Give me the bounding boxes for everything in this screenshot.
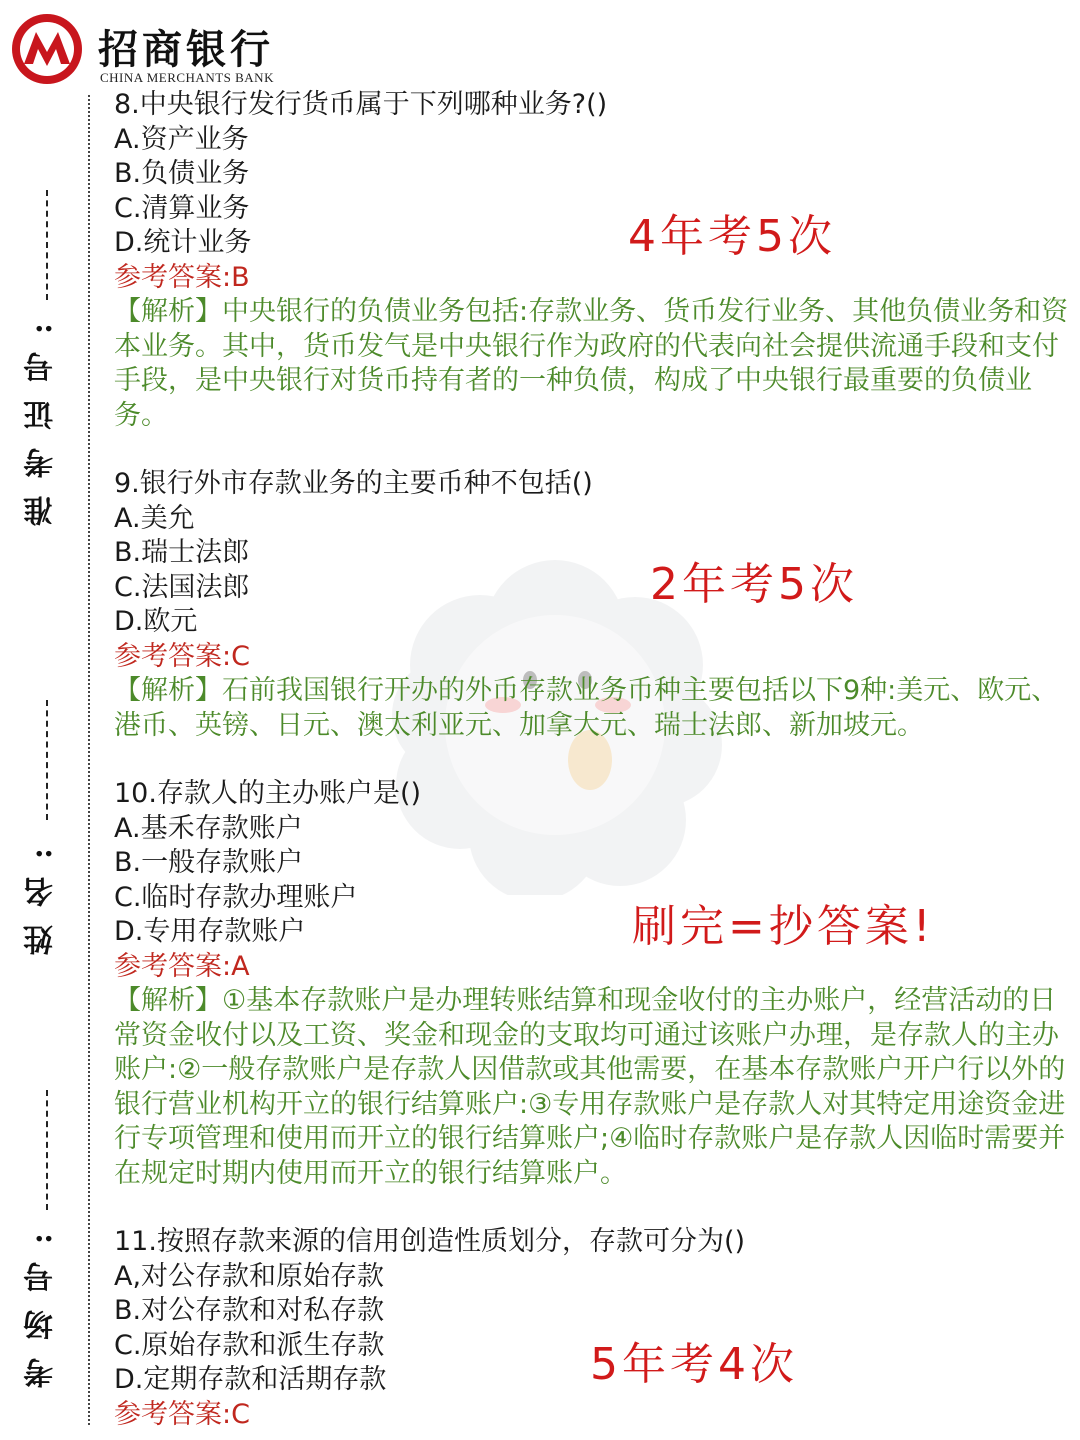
brand-name-cn: 招商银行 <box>98 26 274 73</box>
analysis-text: 【解析】中央银行的负债业务包括:存款业务、货币发行业务、其他负债业务和资本业务。其中，货币发气是中央银行作为政府的代表向社会提供流通手段和支付手段，是中央银行对货币持有者的一种负债，构成了中央银行最重要的负债业务。 <box>114 296 1069 431</box>
question-10 <box>114 777 1074 1191</box>
option-b: B.瑞士法郎 <box>114 537 250 568</box>
reference-answer: 参考答案:B <box>114 261 250 293</box>
exam-room-label: 考场号: <box>24 1215 59 1389</box>
exam-id-label: 准考证号: <box>24 305 59 527</box>
option-b: B.对公存款和对私存款 <box>114 1295 385 1326</box>
question-title: 9.银行外市存款业务的主要币种不包括() <box>114 468 593 499</box>
analysis-text: 【解析】①基本存款账户是办理转账结算和现金收付的主办账户，经营活动的日常资金收付以及工资、奖金和现金的支取均可通过该账户办理，是存款人的主办账户:②一般存款账户是存款人因借款或其他需要，在基本存款账户开户行以外的银行营业机构开立的银行结算账户:③专用存款账户是存款人对其特定用途资金进行专项管理和使用而开立的银行结算账户;④临时存款账户是存款人因临时需要并在规定时期内使用而开立的银行结算账户。 <box>114 985 1066 1189</box>
dotted-margin-line <box>88 95 90 1425</box>
frequency-note: 4年考5次 <box>628 211 836 262</box>
margin-dash <box>46 1090 48 1210</box>
question-title: 11.按照存款来源的信用创造性质划分，存款可分为() <box>114 1226 746 1257</box>
option-d: D.欧元 <box>114 606 198 637</box>
option-a: A.美允 <box>114 502 195 534</box>
analysis-text: 【解析】石前我国银行开办的外币存款业务币种主要包括以下9种:美元、欧元、港币、英镑、日元、澳太利亚元、加拿大元、瑞士法郎、新加坡元。 <box>114 675 1059 741</box>
brand-name-en: CHINA MERCHANTS BANK <box>100 70 274 85</box>
option-a: A.基禾存款账户 <box>114 812 303 844</box>
question-title: 10.存款人的主办账户是() <box>114 778 422 809</box>
option-c: C.临时存款办理账户 <box>114 881 358 913</box>
option-d: D.定期存款和活期存款 <box>114 1364 387 1395</box>
option-a: A,对公存款和原始存款 <box>114 1260 385 1292</box>
highlight-note: 刷完=抄答案! <box>632 901 935 952</box>
frequency-note: 2年考5次 <box>650 559 858 610</box>
margin-dash <box>46 700 48 820</box>
option-c: C.法国法郎 <box>114 571 250 603</box>
question-9 <box>114 467 1074 743</box>
option-a: A.资产业务 <box>114 123 249 155</box>
option-d: D.统计业务 <box>114 227 252 258</box>
reference-answer: 参考答案:C <box>114 640 250 672</box>
option-c: C.清算业务 <box>114 192 250 224</box>
frequency-note: 5年考4次 <box>590 1339 798 1390</box>
question-title: 8.中央银行发行货币属于下列哪种业务?() <box>114 89 608 120</box>
exam-margin <box>0 0 86 1440</box>
question-list <box>114 88 1074 1432</box>
option-d: D.专用存款账户 <box>114 916 306 947</box>
option-b: B.一般存款账户 <box>114 847 304 878</box>
margin-dash <box>46 190 48 300</box>
reference-answer: 参考答案:A <box>114 950 250 982</box>
option-b: B.负债业务 <box>114 158 250 189</box>
question-8 <box>114 88 1074 433</box>
name-label: 姓名: <box>24 830 59 956</box>
option-c: C.原始存款和派生存款 <box>114 1329 385 1361</box>
reference-answer: 参考答案:C <box>114 1398 250 1430</box>
